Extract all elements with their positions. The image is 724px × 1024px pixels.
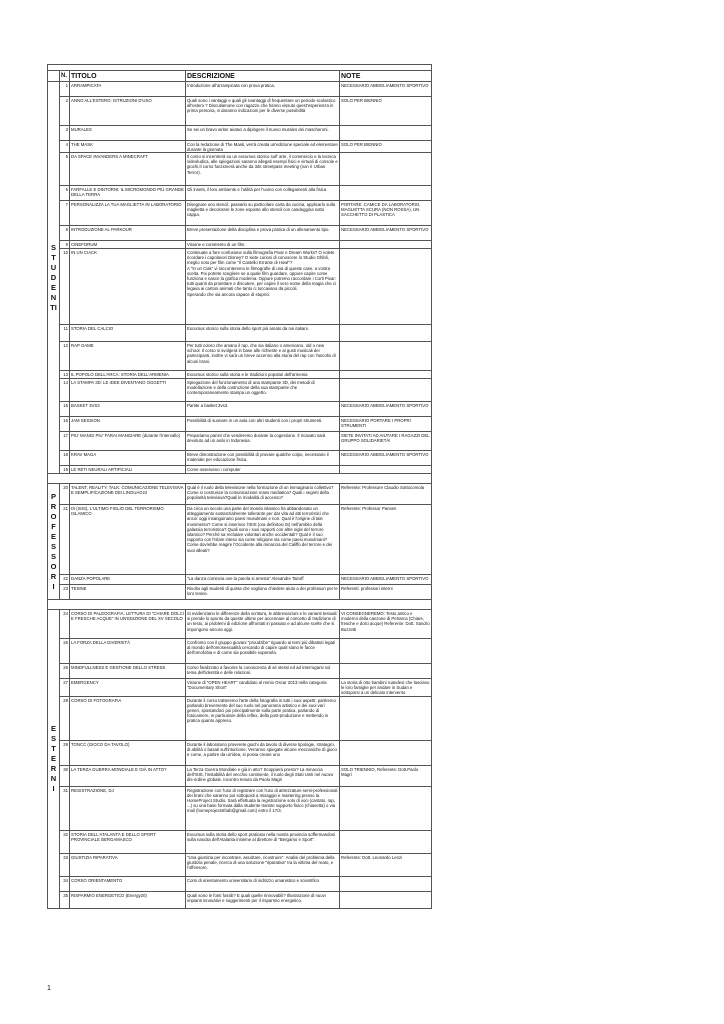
header-title: TITOLO (70, 71, 186, 82)
row-notes: Referente: Professor Pansen (340, 505, 432, 575)
row-title: STORIA DELL'ATALANTA E DELLO SPORT PROVINCIALE BERGAMASCO (70, 831, 186, 854)
section-label (48, 484, 60, 600)
table-row (48, 371, 432, 379)
row-number: 21 (60, 505, 70, 575)
row-description: Spiegazione del funzionamento di una stampante 3D, dei metodi di modellazione e della costruzione della sua stampante che contemporaneamente stampa un oggetto. (186, 379, 340, 402)
row-title: STORIA DEL CALCIO (70, 325, 186, 342)
table-row (48, 241, 432, 249)
table-row (48, 854, 432, 877)
row-title: CORSO DI FOTOGRAFIA (70, 697, 186, 741)
row-notes: La storia di otto bambini ruandesi che lasciano le loro famiglie per andare in Sudan e sottoporsi a un delicato intervento (340, 679, 432, 697)
row-title: PIU' MANGI PIU' FARAI MANGIARE (durante l'intervallo) (70, 432, 186, 451)
table-row (48, 82, 432, 97)
row-description: Se sei un bravo writer aiutaci a dipingere il nuovo murales dei mascheroni. (186, 126, 340, 141)
row-number: 29 (60, 741, 70, 766)
row-number: 26 (60, 664, 70, 679)
row-description: Rivolto agli studenti di quinta che vogliono chiedere aiuto a dei professori per le loro tesine. (186, 585, 340, 600)
row-number: 13 (60, 371, 70, 379)
row-title: LA STAMPA 3D: LE IDEE DIVENTANO OGGETTI (70, 379, 186, 402)
row-notes (340, 241, 432, 249)
row-title: IS (ISIS), L'ULTIMO FIGLIO DEL TERRORISMO ISLAMICO (70, 505, 186, 575)
row-number: 31 (60, 787, 70, 831)
row-description: Visione e commento di un film. (186, 241, 340, 249)
row-description: Quali sono le fonti fossili? E quali quelle rinnovabili? Illustrazione di nuovi impianti innovativi e suggerimenti per il risparmio energetico. (186, 892, 340, 909)
table-row (48, 417, 432, 432)
table-row (48, 831, 432, 854)
table-row (48, 787, 432, 831)
row-description: "La danza comincia ove la parola si arresta" Alexandre Tairoff (186, 575, 340, 585)
row-number: 14 (60, 379, 70, 402)
row-description: Visione di "OPEN HEART" candidato al remio Oscar 2013 nella categoria "Documentary Short" (186, 679, 340, 697)
row-title: THE MASK (70, 141, 186, 153)
row-number: 35 (60, 892, 70, 909)
table-row (48, 325, 432, 342)
row-title: RAP GAME (70, 342, 186, 371)
row-notes (340, 892, 432, 909)
row-number: 4 (60, 141, 70, 153)
table-row (48, 610, 432, 639)
row-title: MURALES (70, 126, 186, 141)
table-row (48, 575, 432, 585)
row-notes: SOLO PER BIENNIO (340, 97, 432, 126)
row-number: 6 (60, 186, 70, 201)
row-description: Partite a basket 3vs3. (186, 402, 340, 417)
table-row (48, 585, 432, 600)
row-number: 32 (60, 831, 70, 854)
row-number: 20 (60, 484, 70, 505)
row-description: Possibilità di suonare in un aula con altri studenti con i propri strumenti. (186, 417, 340, 432)
courses-table (47, 64, 432, 909)
table-row (48, 505, 432, 575)
row-description: Per tutti coloro che amano il rap, che sia italiano o americano, old o new school. Il corso si svolgerà in base alle richieste e ai gusti musicali dei partecipanti, inoltre vi sarà un breve accenno alla storia del rap con l'ascolto di alcuni brani. (186, 342, 340, 371)
row-title: BASKET 3VS3 (70, 402, 186, 417)
row-description: Continuate a fare confusione sulla filmografia Pixar e Dream Works? O volete ricordare i capolavori Disney? O siete curiosi di conoscere lo Studio Ghibli, meglio noto per film come "Il Castello Errante di Howl"? A "In un Ciak" vi racconteremo le filmografie di una di queste case, a vostra scelta. Poi potrete scegliere se a quale film guardare, oppure capire come funziona e nasce la grafica moderna. Oppure potremo raccontare i Corti Pixar: tutti quanti da proiettare e discutere, per capire il vero nome della magia che ci legava ai cartoni animati che tanto ci toccavano da piccoli. Sperando che sia ancora capace di stupirci. (186, 249, 340, 325)
table-row (48, 697, 432, 741)
row-number: 3 (60, 126, 70, 141)
row-notes: Referente: Dott. Leonardo Lenzi (340, 854, 432, 877)
row-number: 5 (60, 153, 70, 186)
row-title: LE RETI NEURALI ARTIFICIALI (70, 466, 186, 474)
row-notes (340, 249, 432, 325)
row-title: EMERGENCY (70, 679, 186, 697)
row-title: LA TERZA GUERRA MONDIALE E GIÀ IN ATTO? (70, 766, 186, 787)
table-row (48, 201, 432, 226)
row-number: 25 (60, 639, 70, 664)
row-description: Durante il corso tratteremo l'arte della fotografia in tutti i suoi aspetti: partiremo parlando brevemente del suo ruolo nel panorama artistico e dei suoi vari generi, spostandoci poi principalmente sulla parte pratica, parlando di fotocamere, in particolare della reflex, della post-produzione e mettendo in pratica quanto appreso. (186, 697, 340, 741)
row-title: DA SPACE INVANDERS A MINECRAFT (70, 153, 186, 186)
row-number: 15 (60, 402, 70, 417)
row-number: 10 (60, 249, 70, 325)
page-number: 1 (47, 985, 51, 992)
row-description: Breve dimostrazione con possibilità di provare qualche colpo, necessario il materiale per educazione fisica. (186, 451, 340, 466)
row-description: Prepariamo panini che venderemo durante la cogestione. Il ricavato sarà devoluto ad un asilo in Indonesia. (186, 432, 340, 451)
section-spacer-row (48, 600, 432, 610)
row-number: 23 (60, 585, 70, 600)
row-description: Qual è il ruolo della televisione nella formazione di un immaginario collettivo? Come si costruisce la comunicazione mass mediatica? Quali i segreti della popolarità televisiva?Quali le modalità di accesso? (186, 484, 340, 505)
row-description: Con la redazione di The Mask, verrà creata un'edizione speciale ed elementare durante la giornata (187, 141, 338, 152)
row-number: 17 (60, 432, 70, 451)
row-notes (340, 466, 432, 474)
row-title: FARFALLE E DINTORNI: IL MICROMONDO PIÙ GRANDE DELLA TERRA (70, 186, 186, 201)
row-number: 27 (60, 679, 70, 697)
row-notes: SIETE INVITATI AD AIUTARE I RAGAZZI DEL GRUPPO SOLIDARIETÀ! (340, 432, 432, 451)
row-notes (340, 741, 432, 766)
row-title: TALENT, REALITY, TALK: COMUNICAZIONE TELEVISIVA E SEMPLIFICAZIONE DEI LINGUAGGI (70, 484, 186, 505)
row-notes: NECESSARIO ABBIGLIAMENTO SPORTIVO (340, 451, 432, 466)
row-description: "Una giustizia per incontrare, ascoltare, ricostruire". Analisi del problema della giustizia penale, ricerca di una soluzione "riparativa" tra la vittima del reato, e l'offensore. (186, 854, 340, 877)
table-row (48, 892, 432, 909)
row-description: Corsi di orientamento universitario di indirizzo umanistico e scientifico (186, 877, 340, 892)
row-notes: NECESSARIO ABBIGLIAMENTO SPORTIVO (340, 402, 432, 417)
row-notes (340, 126, 432, 141)
section-spacer-row (48, 474, 432, 484)
row-notes: Referente: Professore Claudio Sottocornola (340, 484, 432, 505)
table-row (48, 126, 432, 141)
row-notes: NECESSARIO ABBIGLIAMENTO SPORTIVO (340, 226, 432, 241)
row-notes (340, 153, 432, 186)
row-title: MINDFULLNESS E GESTIONE DELLO STRESS (70, 664, 186, 679)
row-notes (340, 325, 432, 342)
row-title: JAM SESSION (70, 417, 186, 432)
row-title: CORSO ORIENTAMENTO (70, 877, 186, 892)
row-title: CORSO DI PALEOGRAFIA: LETTURA DI "CHIARE DOLCI E FRESCHE ACQUE" IN UN'EDIZIONE DEL XV SECOLO (70, 610, 186, 639)
row-title: IL POPOLO DELL'ARCA: STORIA DELL'ARMENIA (70, 371, 186, 379)
row-number: 2 (60, 97, 70, 126)
row-number: 9 (60, 241, 70, 249)
row-number: 18 (60, 451, 70, 466)
row-notes: SOLO TRIENNIO, Referente: Dott.Paolo Magri (340, 766, 432, 787)
row-description: Breve presentazione della disciplina e prova pratica di un allenamento tipo. (186, 226, 340, 241)
section-label (48, 610, 60, 909)
row-title: PERSONALIZZA LA TUA MAGLIETTA IN LABORATORIO (70, 201, 186, 226)
header-description: DESCRIZIONE (186, 71, 340, 82)
row-notes: Referenti: professori interni (340, 585, 432, 600)
table-row (48, 379, 432, 402)
table-row (48, 466, 432, 474)
row-notes: NECESSARIO ABBIGLIAMENTO SPORTIVO (340, 575, 432, 585)
row-notes (340, 664, 432, 679)
row-notes: VI CONSEGNEREMO: Testo antico e moderno della canzone di Petrarca (Chiare, fresche e dolci acque) Referente: Dott. Sandro Buzzetti (340, 610, 432, 639)
row-title: ARRAMPICATA (70, 82, 186, 97)
table-row (48, 97, 432, 126)
row-description: Si evidenziano le differenze della scrittura, le abbreviazioni e le varianti testuali: si prende lo spunto da queste ultime per accennare al concetto di tradizione di un testo, ai problemi di edizione affrontati in passato e ad alcune scelte che si impongono ancora oggi. (186, 610, 340, 639)
section-label (48, 82, 60, 474)
row-number: 24 (60, 610, 70, 639)
section-label-text: ESTERNI (50, 724, 57, 794)
row-number: 16 (60, 417, 70, 432)
row-description: Quali sono i vantaggi e quali gli svantaggi di frequentare un periodo scolastico all'estero ? Discutiamone con ragazze che hanno vissuto quest'esperienza in prima persona, vi daranno indicazioni per le diverse possibilità (186, 97, 340, 126)
row-number: 33 (60, 854, 70, 877)
row-notes: NECESSARIO PORTARE I PROPRI STRUMENTI (340, 417, 432, 432)
row-description: Durante il laboratorio proverete giochi da tavolo di diverse tipologie, strategici, di abilità o basati sull'intuizione. Verranno spiegate alcune meccaniche di gioco e come, a partire da un'idea, si possa creare uno (186, 741, 340, 766)
row-number: 1 (60, 82, 70, 97)
row-notes (340, 371, 432, 379)
table-row (48, 766, 432, 787)
row-description: Il corso si incentrerà su un excursus storico sull' arte, il commercio e la tecnica videoludica, alle spiegazioni saranno allegati esempi fisici e virtuali di console e giochi.Il corso funzionerà anche da 3ds streetpass meeting (non è Urban Terror). (186, 153, 340, 186)
table-row (48, 342, 432, 371)
row-description: Excursus storico sulla storia e le tradizioni popolari dell'armenia (186, 371, 340, 379)
row-title: CINEFORUM (70, 241, 186, 249)
row-title: IN UN CIACK (70, 249, 186, 325)
row-number: 22 (60, 575, 70, 585)
row-description: Confronto con il gruppo giovani "proudzibe" riguardo ai temi più dibattuti legati al mondo dell'omosessualità cercando di capire quali siano le facce dell'omofobia e di come sia possibile superarla. (186, 639, 340, 664)
row-title: LA FORZA DELLA DIVERSITÀ (70, 639, 186, 664)
table-row (48, 141, 432, 153)
header-number: N. (60, 71, 70, 82)
row-title: GIUSTIZIA RIPARATIVA (70, 854, 186, 877)
row-notes: PORTARE: CAMICE DA LABORATORIO, MAGLIETTA SCURA (NON ROSSA), UN SACCHETTO DI PLASTICA (340, 201, 432, 226)
table-row (48, 402, 432, 417)
table-row (48, 639, 432, 664)
row-notes (340, 877, 432, 892)
row-title: RISPARMIO ENERGETICO (Energy20) (70, 892, 186, 909)
table-row (48, 249, 432, 325)
row-title: TESINE (70, 585, 186, 600)
row-title: TONCC (GIOCO DA TAVOLO) (70, 741, 186, 766)
row-description: Come osservano i computer (186, 466, 340, 474)
row-notes (340, 342, 432, 371)
row-description: Corso finalizzato a favorire la conoscenza di sé stessi ed ad interrogarsi sul tema dell'identità e delle relazioni. (186, 664, 340, 679)
row-description: Da circa un secolo una parte del mondo islamico ha abbandonato un atteggiamento sostanzialmente tollerante per dar vita ad atti terroristici che ancor oggi insanguinano paesi musulmani e non. Qual è l'origine di tale movimento? Come si inserisce l'ISIS (ora definitosi IS) nell'ambito della galassia terroristica? Quali sono i suoi rapporti con altre sigle del terrore islamico? Perché sa reclutare volontari anche occidentali? Qual è il suo rapporto con l'Islam inteso sia come religione sia come paesi musulmani? Come dovrebbe reagire l'Occidente alla minaccia del Califfo del terrore e dei suoi alleati? (186, 505, 340, 575)
table-row (48, 484, 432, 505)
row-description: Excursus storico sulla storia dello sport più amato da noi italiani. (186, 325, 340, 342)
row-number: 34 (60, 877, 70, 892)
table-row (48, 226, 432, 241)
row-notes (340, 697, 432, 741)
row-number: 11 (60, 325, 70, 342)
row-description: Registrazione con l'uso di registrare con l'uso di attrezzature semi-professionali dei brani che saranno poi sottoposti a mixaggio e mastering presso la HomeProject Studio. Sarà effettuata la registrazione solo di voci (cantato, rap, ...) su una base formata dalla studente tramite supporto fisico (chiavetta) o via mail (homeprojectsthab@gmail.com) entro il 17/3. (186, 787, 340, 831)
row-number: 12 (60, 342, 70, 371)
row-notes: NECESSARIO ABBIGLIAMENTO SPORTIVO (340, 82, 432, 97)
row-number: 19 (60, 466, 70, 474)
table-row (48, 679, 432, 697)
row-number: 30 (60, 766, 70, 787)
header-row (48, 71, 432, 82)
row-notes: SOLO PER BIENNIO (340, 141, 432, 153)
row-notes (340, 831, 432, 854)
row-description: Gli insetti, il loro ambiente e l'utilità per l'uomo con collegamenti alla fisica (186, 186, 340, 201)
section-label-text: STUDENTI (50, 242, 57, 312)
section-label-text: PROFESSORI (50, 491, 57, 591)
header-notes: NOTE (340, 71, 432, 82)
row-title: REGISTRAZIONE, DJ (70, 787, 186, 831)
row-title: ANNO ALL'ESTERO: ISTRUZIONI D'USO (70, 97, 186, 126)
row-number: 7 (60, 201, 70, 226)
row-description: Introduzione all'arrampicata con prova pratica. (186, 82, 340, 97)
table-row (48, 432, 432, 451)
row-number: 8 (60, 226, 70, 241)
row-number: 28 (60, 697, 70, 741)
row-notes (340, 379, 432, 402)
courses-body (48, 82, 432, 909)
table-row (48, 186, 432, 201)
row-title: INTRODUZIONE AL PARKOUR (70, 226, 186, 241)
table-row (48, 741, 432, 766)
row-title: DANZA POPOLARE (70, 575, 186, 585)
row-description: Excursus sulla storia dello sport praticato nella nostra provincia soffermandosi sulla nascita dell'Atalanta insieme al direttore di "Bergamo e Sport". (186, 831, 340, 854)
row-title: KRAV MAGA (70, 451, 186, 466)
row-notes (340, 639, 432, 664)
header-blank (48, 71, 60, 82)
table-row (48, 153, 432, 186)
row-description: La Terza Guerra Mondiale e già in atto? Scoppierà presto? La minaccia dell'ISIS, l'instabilità del vecchio continente, il ruolo degli Stati Uniti nel nuovo dis-ordine globale. Incontro tenuto da Paolo Magri (186, 766, 340, 787)
table-row (48, 664, 432, 679)
row-notes (340, 787, 432, 831)
row-notes (340, 186, 432, 201)
table-row (48, 451, 432, 466)
table-row (48, 877, 432, 892)
row-description: Disegnare uno stencil, passarlo su particolare carta da cucina, applicarlo sulla maglietta e decolorare le zone esposte allo stencil con candeggina sotto cappa. (186, 201, 340, 226)
